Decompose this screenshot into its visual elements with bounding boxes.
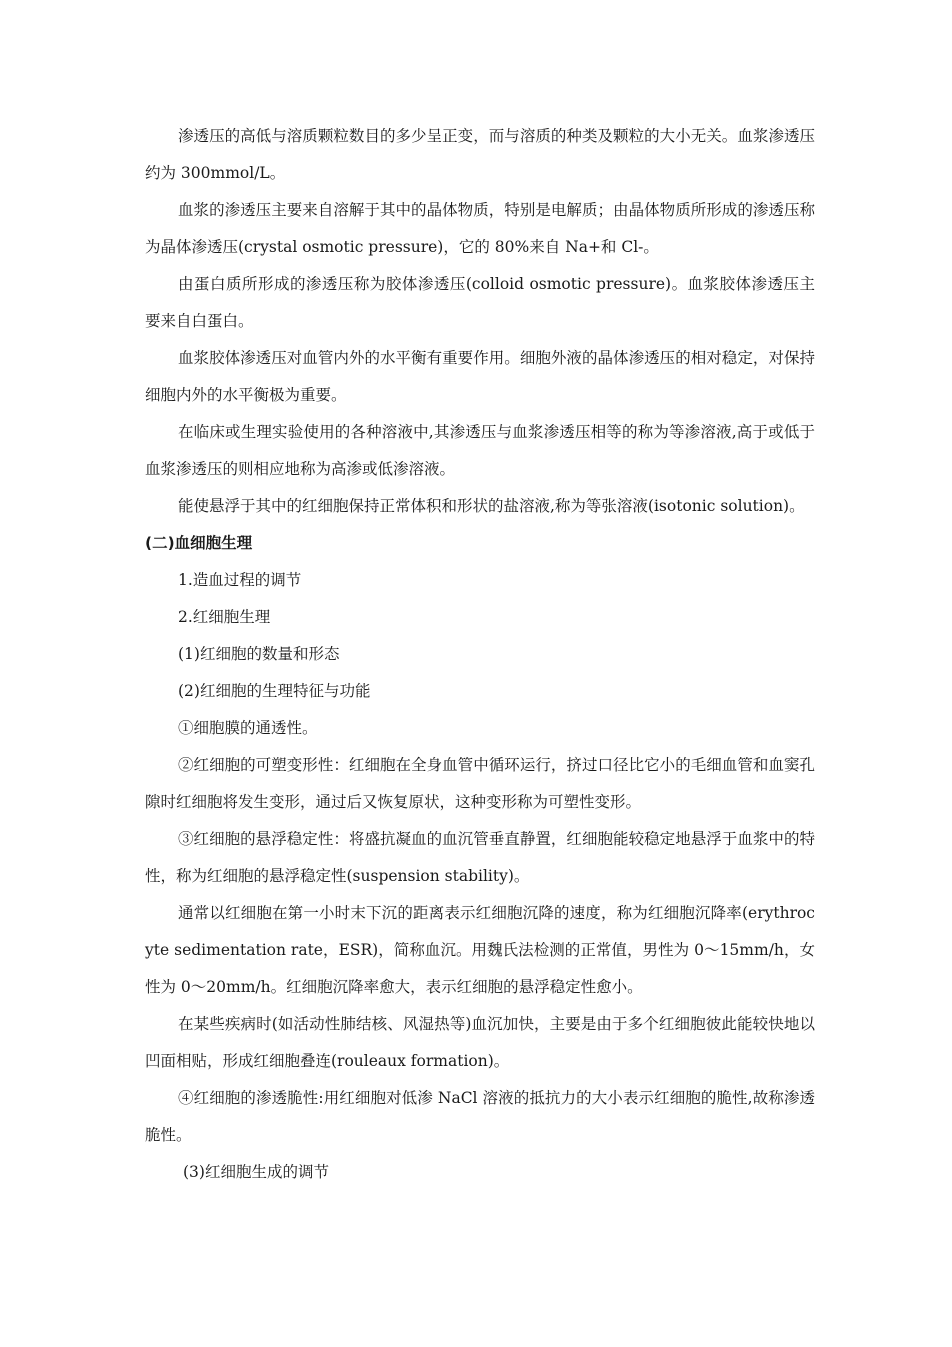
paragraph: ②红细胞的可塑变形性：红细胞在全身血管中循环运行，挤过口径比它小的毛细血管和血窦孔隙时红细胞将发生变形，通过后又恢复原状，这种变形称为可塑性变形。 (145, 756, 815, 811)
paragraph: ④红细胞的渗透脆性:用红细胞对低渗 NaCl 溶液的抵抗力的大小表示红细胞的脆性,故称渗透脆性。 (145, 1089, 815, 1144)
section-heading: (二)血细胞生理 (145, 534, 253, 552)
list-item: (2)红细胞的生理特征与功能 (178, 682, 371, 700)
document-body (145, 118, 815, 1191)
paragraph: 渗透压的高低与溶质颗粒数目的多少呈正变，而与溶质的种类及颗粒的大小无关。血浆渗透压约为 300mmol/L。 (145, 127, 815, 182)
paragraph: 血浆的渗透压主要来自溶解于其中的晶体物质，特别是电解质；由晶体物质所形成的渗透压称为晶体渗透压(crystal osmotic pressure)，它的 80%来自 Na+和 Cl-。 (145, 201, 815, 256)
paragraph: 血浆胶体渗透压对血管内外的水平衡有重要作用。细胞外液的晶体渗透压的相对稳定，对保持细胞内外的水平衡极为重要。 (145, 349, 815, 404)
list-item: (3)红细胞生成的调节 (183, 1163, 329, 1181)
paragraph: 在临床或生理实验使用的各种溶液中,其渗透压与血浆渗透压相等的称为等渗溶液,高于或低于血浆渗透压的则相应地称为高渗或低渗溶液。 (145, 423, 815, 478)
list-item: 1.造血过程的调节 (178, 571, 302, 589)
paragraph: 在某些疾病时(如活动性肺结核、风湿热等)血沉加快，主要是由于多个红细胞彼此能较快地以凹面相贴，形成红细胞叠连(rouleaux formation)。 (145, 1015, 815, 1070)
paragraph: 能使悬浮于其中的红细胞保持正常体积和形状的盐溶液,称为等张溶液(isotonic solution)。 (178, 497, 805, 515)
list-item: ①细胞膜的通透性。 (178, 719, 318, 737)
paragraph: 通常以红细胞在第一小时末下沉的距离表示红细胞沉降的速度，称为红细胞沉降率(erythrocyte sedimentation rate，ESR)，简称血沉。用魏氏法检测的正常值，男性为 0～15mm/h，女性为 0～20mm/h。红细胞沉降率愈大，表示红细胞的悬浮稳定性愈小。 (145, 904, 815, 996)
list-item: 2.红细胞生理 (178, 608, 271, 626)
list-item: (1)红细胞的数量和形态 (178, 645, 340, 663)
paragraph: 由蛋白质所形成的渗透压称为胶体渗透压(colloid osmotic pressure)。血浆胶体渗透压主要来自白蛋白。 (145, 275, 815, 330)
paragraph: ③红细胞的悬浮稳定性：将盛抗凝血的血沉管垂直静置，红细胞能较稳定地悬浮于血浆中的特性，称为红细胞的悬浮稳定性(suspension stability)。 (145, 830, 815, 885)
